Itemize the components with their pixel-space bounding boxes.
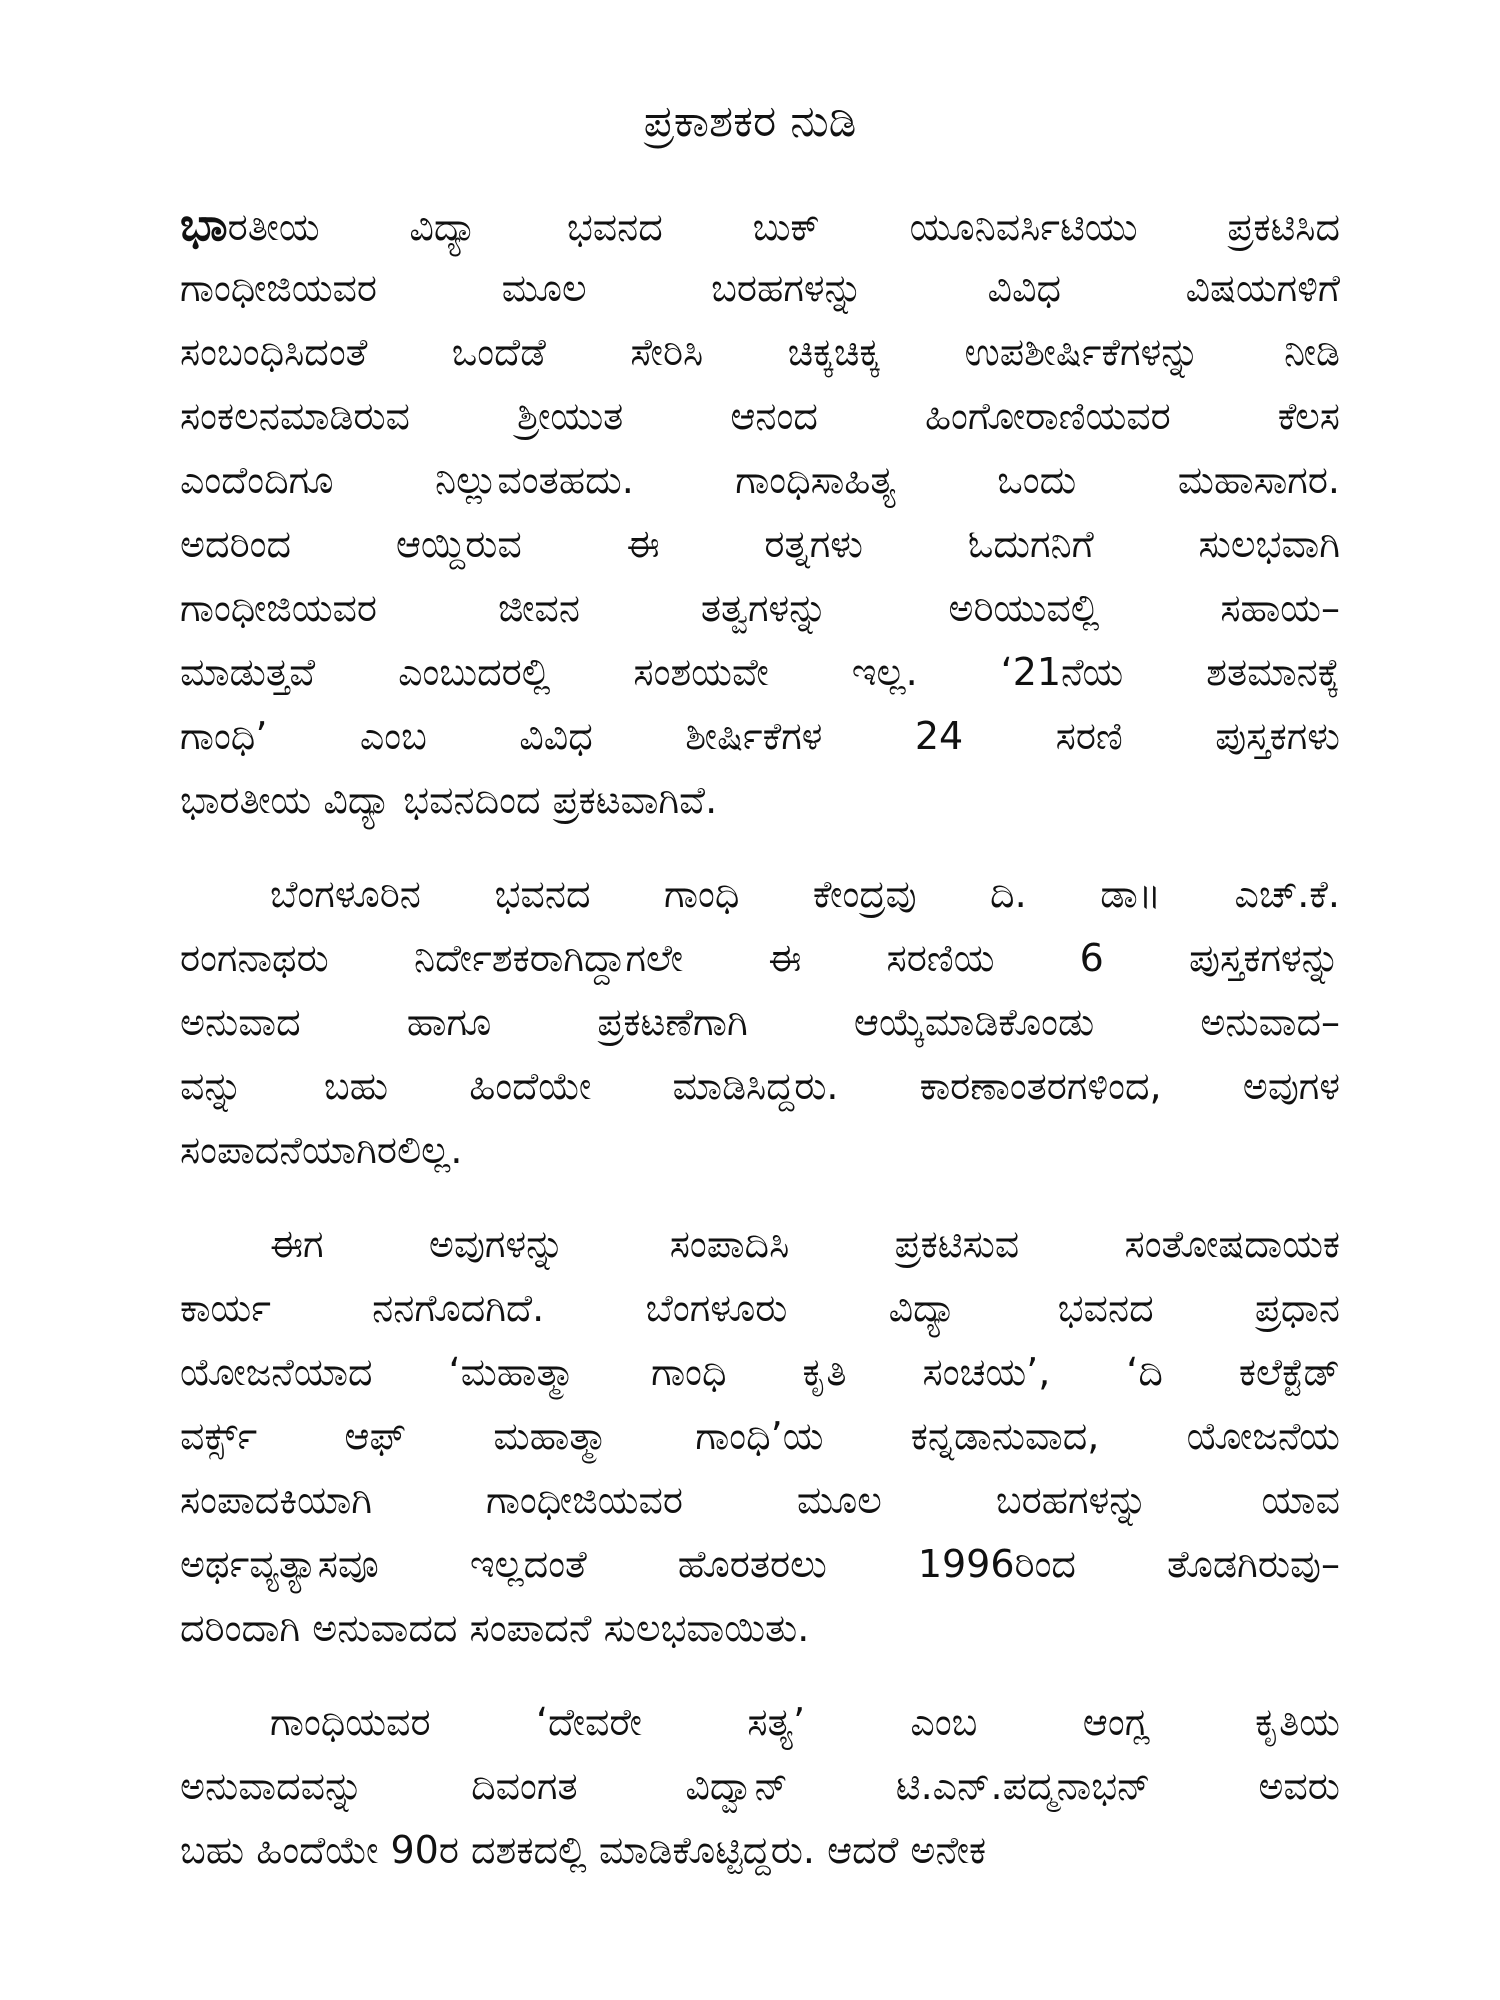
text-line xyxy=(180,640,1340,704)
line-text: ಎಂದೆಂದಿಗೂ ನಿಲ್ಲುವಂತಹದು. ಗಾಂಧಿಸಾಹಿತ್ಯ ಒಂದು ಮಹಾಸಾಗರ. xyxy=(180,458,1340,502)
document-body xyxy=(180,192,1340,1912)
text-line xyxy=(180,1054,1340,1118)
text-line xyxy=(180,1818,1340,1882)
text-line xyxy=(180,1118,1340,1182)
line-text: ಕಾರ್ಯ ನನಗೊದಗಿದೆ. ಬೆಂಗಳೂರು ವಿದ್ಯಾ ಭವನದ ಪ್ರಧಾನ xyxy=(180,1286,1340,1330)
text-line xyxy=(180,1596,1340,1660)
text-line xyxy=(180,320,1340,384)
line-text: ವರ್ಕ್ಸ್ ಆಫ್ ಮಹಾತ್ಮಾ ಗಾಂಧಿ’ಯ ಕನ್ನಡಾನುವಾದ, ಯೋಜನೆಯ xyxy=(180,1414,1340,1458)
text-line xyxy=(180,384,1340,448)
paragraph xyxy=(180,1690,1340,1882)
line-text: ರತೀಯ ವಿದ್ಯಾ ಭವನದ ಬುಕ್ ಯೂನಿವರ್ಸಿಟಿಯು ಪ್ರಕಟಿಸಿದ xyxy=(227,205,1340,249)
paragraph xyxy=(180,862,1340,1182)
text-line xyxy=(180,448,1340,512)
line-text: ಸಂಪಾದನೆಯಾಗಿರಲಿಲ್ಲ. xyxy=(180,1128,463,1172)
text-line xyxy=(180,862,1340,926)
line-text: ದರಿಂದಾಗಿ ಅನುವಾದದ ಸಂಪಾದನೆ ಸುಲಭವಾಯಿತು. xyxy=(180,1606,810,1650)
line-text: ಗಾಂಧಿ’ ಎಂಬ ವಿವಿಧ ಶೀರ್ಷಿಕೆಗಳ 24 ಸರಣಿ ಪುಸ್ತಕಗಳು xyxy=(180,714,1340,758)
line-text: ಮಾಡುತ್ತವೆ ಎಂಬುದರಲ್ಲಿ ಸಂಶಯವೇ ಇಲ್ಲ. ‘21ನೆಯ ಶತಮಾನಕ್ಕೆ xyxy=(180,650,1340,694)
line-text: ಅನುವಾದವನ್ನು ದಿವಂಗತ ವಿದ್ವಾನ್ ಟಿ.ಎನ್.ಪದ್ಮನಾಭನ್ ಅವರು xyxy=(180,1764,1340,1808)
line-text: ಬೆಂಗಳೂರಿನ ಭವನದ ಗಾಂಧಿ ಕೇಂದ್ರವು ದಿ. ಡಾ॥ ಎಚ್.ಕೆ. xyxy=(270,872,1340,916)
text-line xyxy=(180,512,1340,576)
text-line xyxy=(180,1212,1340,1276)
page-title: ಪ್ರಕಾಶಕರ ನುಡಿ xyxy=(643,96,857,147)
text-line xyxy=(180,990,1340,1054)
line-text: ಯೋಜನೆಯಾದ ‘ಮಹಾತ್ಮಾ ಗಾಂಧಿ ಕೃತಿ ಸಂಚಯ’, ‘ದಿ ಕಲೆಕ್ಟೆಡ್ xyxy=(180,1350,1340,1394)
text-line xyxy=(180,1276,1340,1340)
line-text: ಭಾರತೀಯ ವಿದ್ಯಾ ಭವನದಿಂದ ಪ್ರಕಟವಾಗಿವೆ. xyxy=(180,778,718,822)
line-text: ಅದರಿಂದ ಆಯ್ದಿರುವ ಈ ರತ್ನಗಳು ಓದುಗನಿಗೆ ಸುಲಭವಾಗಿ xyxy=(180,522,1340,566)
line-text: ಅನುವಾದ ಹಾಗೂ ಪ್ರಕಟಣೆಗಾಗಿ ಆಯ್ಕೆಮಾಡಿಕೊಂಡು ಅನುವಾದ– xyxy=(180,1000,1340,1044)
line-text: ಸಂಬಂಧಿಸಿದಂತೆ ಒಂದೆಡೆ ಸೇರಿಸಿ ಚಿಕ್ಕಚಿಕ್ಕ ಉಪಶೀರ್ಷಿಕೆಗಳನ್ನು ನೀಡಿ xyxy=(180,330,1340,374)
paragraph xyxy=(180,1212,1340,1660)
text-line xyxy=(180,1404,1340,1468)
text-line xyxy=(180,1690,1340,1754)
text-line xyxy=(180,1468,1340,1532)
text-line xyxy=(180,704,1340,768)
text-line xyxy=(180,192,1340,256)
text-line xyxy=(180,1340,1340,1404)
line-text: ಈಗ ಅವುಗಳನ್ನು ಸಂಪಾದಿಸಿ ಪ್ರಕಟಿಸುವ ಸಂತೋಷದಾಯಕ xyxy=(270,1222,1340,1266)
line-text: ವನ್ನು ಬಹು ಹಿಂದೆಯೇ ಮಾಡಿಸಿದ್ದರು. ಕಾರಣಾಂತರಗಳಿಂದ, ಅವುಗಳ xyxy=(180,1064,1340,1108)
text-line xyxy=(180,1532,1340,1596)
text-line xyxy=(180,576,1340,640)
line-text: ಅರ್ಥವ್ಯತ್ಯಾಸವೂ ಇಲ್ಲದಂತೆ ಹೊರತರಲು 1996ರಿಂದ ತೊಡಗಿರುವು– xyxy=(180,1542,1340,1586)
text-line xyxy=(180,256,1340,320)
text-line xyxy=(180,926,1340,990)
drop-cap: ಭಾ xyxy=(180,197,228,251)
line-text: ರಂಗನಾಥರು ನಿರ್ದೇಶಕರಾಗಿದ್ದಾಗಲೇ ಈ ಸರಣಿಯ 6 ಪುಸ್ತಕಗಳನ್ನು xyxy=(180,936,1340,980)
line-text: ಬಹು ಹಿಂದೆಯೇ 90ರ ದಶಕದಲ್ಲಿ ಮಾಡಿಕೊಟ್ಟಿದ್ದರು. ಆದರೆ ಅನೇಕ xyxy=(180,1828,987,1872)
text-line xyxy=(180,1754,1340,1818)
line-text: ಗಾಂಧಿಯವರ ‘ದೇವರೇ ಸತ್ಯ’ ಎಂಬ ಆಂಗ್ಲ ಕೃತಿಯ xyxy=(270,1700,1340,1744)
line-text: ಗಾಂಧೀಜಿಯವರ ಮೂಲ ಬರಹಗಳನ್ನು ವಿವಿಧ ವಿಷಯಗಳಿಗೆ xyxy=(180,266,1340,310)
text-line xyxy=(180,768,1340,832)
line-text: ಸಂಪಾದಕಿಯಾಗಿ ಗಾಂಧೀಜಿಯವರ ಮೂಲ ಬರಹಗಳನ್ನು ಯಾವ xyxy=(180,1478,1340,1522)
paragraph xyxy=(180,192,1340,832)
line-text: ಗಾಂಧೀಜಿಯವರ ಜೀವನ ತತ್ವಗಳನ್ನು ಅರಿಯುವಲ್ಲಿ ಸಹಾಯ– xyxy=(180,586,1340,630)
line-text: ಸಂಕಲನಮಾಡಿರುವ ಶ್ರೀಯುತ ಆನಂದ ಹಿಂಗೋರಾಣಿಯವರ ಕೆಲಸ xyxy=(180,394,1340,438)
